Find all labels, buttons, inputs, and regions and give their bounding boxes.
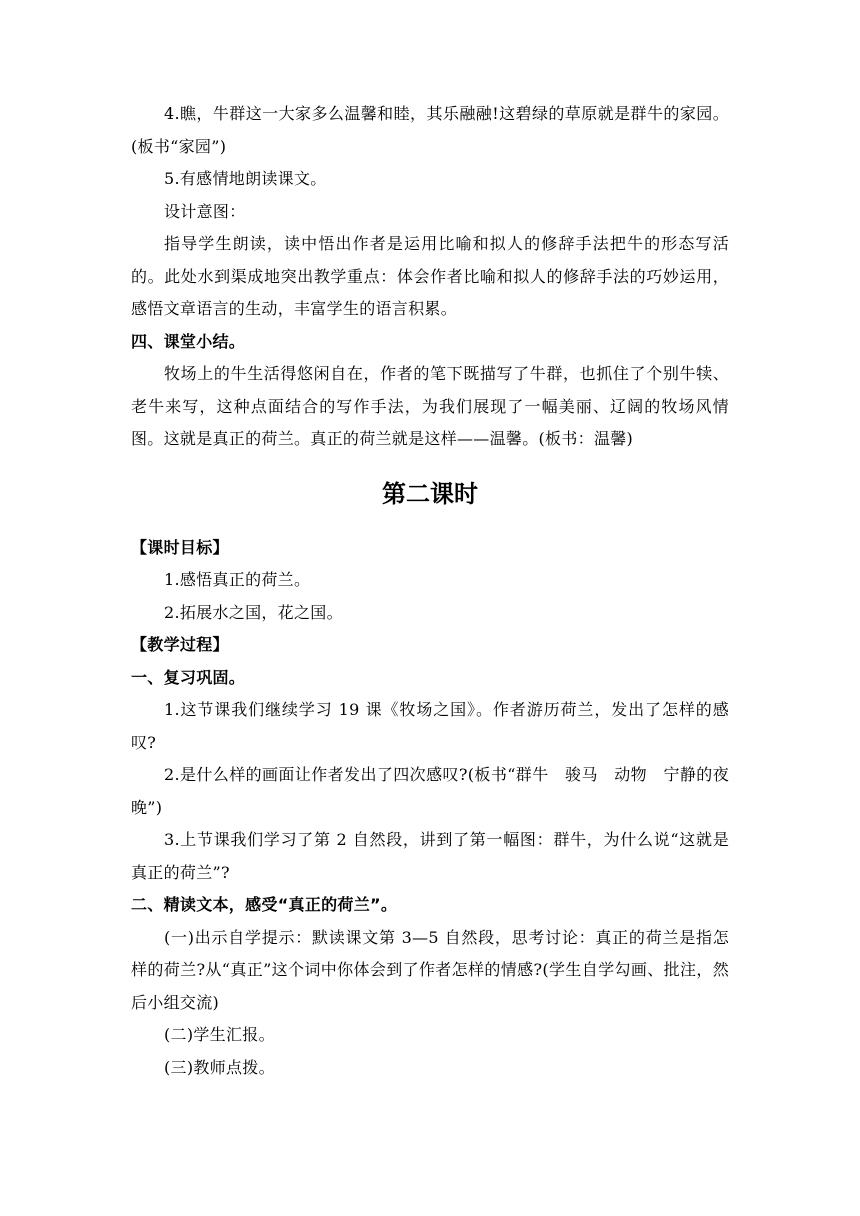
paragraph-step-5: 5.有感情地朗读课文。	[164, 169, 327, 188]
goal-item-1: 1.感悟真正的荷兰。	[164, 570, 311, 589]
design-intent-paragraph: 指导学生朗读，读中悟出作者是运用比喻和拟人的修辞手法把牛的形态写活的。此处水到渠成地突出教学重点：体会作者比喻和拟人的修辞手法的巧妙运用，感悟文章语言的生动，丰富学生的语言积累。	[131, 234, 729, 318]
close-reading-item-3: (三)教师点拨。	[164, 1057, 275, 1077]
close-reading-item-2: (二)学生汇报。	[164, 1025, 275, 1044]
review-item-3: 3.上节课我们学习了第 2 自然段，讲到了第一幅图：群牛，为什么说“这就是真正的荷兰”?	[131, 830, 729, 882]
review-item-1: 1.这节课我们继续学习 19 课《牧场之国》。作者游历荷兰，发出了怎样的感叹?	[131, 700, 729, 752]
paragraph-step-4: 4.瞧，牛群这一大家多么温馨和睦，其乐融融!这碧绿的草原就是群牛的家园。(板书“家园”)	[131, 104, 729, 156]
summary-paragraph: 牧场上的牛生活得悠闲自在，作者的笔下既描写了牛群，也抓住了个别牛犊、老牛来写，这种点面结合的写作手法，为我们展现了一幅美丽、辽阔的牧场风情图。这就是真正的荷兰。真正的荷兰就是这样——温馨。(板书：温馨)	[131, 364, 729, 448]
goal-item-2: 2.拓展水之国，花之国。	[164, 602, 343, 622]
heading-review: 一、复习巩固。	[131, 667, 246, 687]
heading-lesson-goals: 【课时目标】	[131, 537, 229, 557]
heading-class-summary: 四、课堂小结。	[131, 331, 246, 351]
heading-close-reading: 二、精读文本，感受“真正的荷兰”。	[131, 895, 398, 914]
section-title: 第二课时	[382, 479, 478, 508]
design-intent-label: 设计意图：	[164, 201, 246, 221]
review-item-2: 2.是什么样的画面让作者发出了四次感叹?(板书“群牛 骏马 动物 宁静的夜晚”)	[131, 765, 729, 817]
heading-teaching-process: 【教学过程】	[131, 635, 229, 654]
close-reading-item-1: (一)出示自学提示：默读课文第 3—5 自然段，思考讨论：真正的荷兰是指怎样的荷兰?从“真正”这个词中你体会到了作者怎样的情感?(学生自学勾画、批注，然后小组交流)	[131, 927, 729, 1012]
document-body	[131, 98, 729, 1084]
